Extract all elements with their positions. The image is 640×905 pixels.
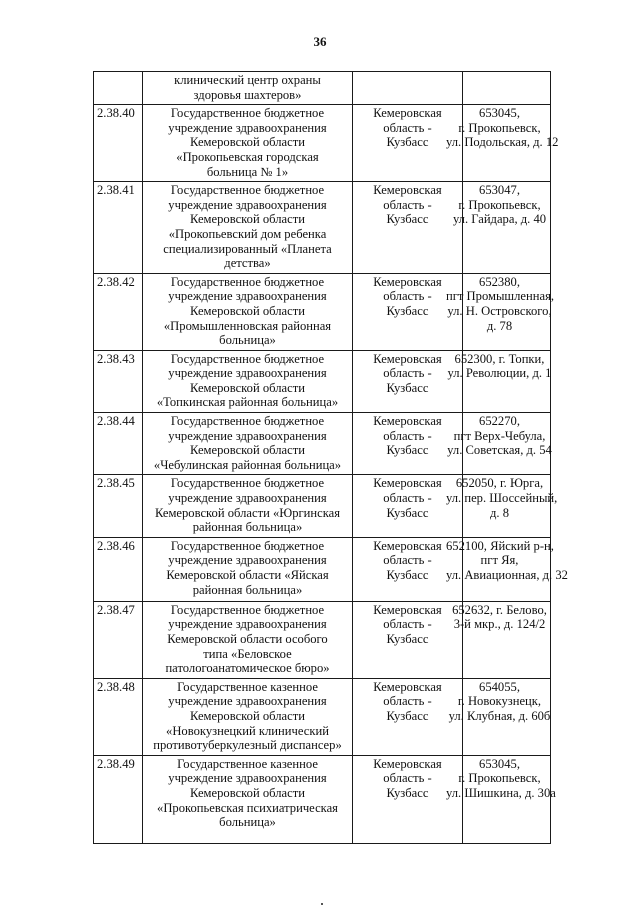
institution-name-line: учреждение здравоохранения	[168, 617, 327, 632]
table-row	[94, 601, 551, 678]
region-line: Кемеровская	[373, 538, 442, 553]
region-line: Кузбасс	[386, 135, 429, 150]
region-line: Кемеровская	[373, 106, 442, 121]
address-line: пгт Верх-Чебула,	[453, 428, 546, 443]
institution-name-line: «Новокузнецкий клинический	[166, 723, 329, 738]
institution-name-cell	[143, 350, 353, 412]
institution-name-line: учреждение здравоохранения	[168, 694, 327, 709]
institution-name-line: клинический центр охраны	[174, 73, 321, 87]
address-line: пгт Яя,	[480, 553, 519, 568]
row-number: 2.38.46	[94, 537, 143, 601]
region-cell	[353, 72, 463, 105]
address-cell	[446, 105, 559, 182]
address-cell	[446, 537, 568, 601]
address-line: г. Новокузнецк,	[457, 694, 542, 709]
table-row	[94, 182, 551, 274]
region-line: Кемеровская	[373, 414, 442, 429]
row-number: 2.38.40	[94, 105, 143, 182]
institution-name-line: учреждение здравоохранения	[168, 197, 327, 212]
institution-name-line: «Прокопьевский дом ребенка	[168, 226, 327, 241]
region-line: область -	[383, 491, 432, 506]
address-line: ул. Гайдара, д. 40	[452, 212, 547, 227]
institution-name-line: Кемеровской области	[190, 785, 305, 800]
institution-name-cell	[143, 475, 353, 537]
institution-name-line: Кемеровской области	[190, 212, 305, 227]
region-line: область -	[383, 617, 432, 632]
region-line: Кемеровская	[373, 679, 442, 694]
address-line: ул. пер. Шоссейный,	[446, 491, 558, 506]
address-line: д. 8	[489, 505, 509, 520]
institution-name-line: учреждение здравоохранения	[168, 366, 327, 381]
institution-name-cell	[143, 413, 353, 475]
institution-name-line: больница»	[219, 815, 276, 830]
institution-name-line: «Прокопьевская психиатрическая	[157, 800, 338, 815]
institution-name-line: Кемеровской области	[190, 303, 305, 318]
institution-name-cell	[143, 678, 353, 755]
address-line: г. Прокопьевск,	[458, 120, 541, 135]
institution-name-line: Государственное бюджетное	[170, 538, 325, 553]
address-cell	[447, 413, 552, 475]
institution-name-line: «Чебулинская районная больница»	[153, 457, 342, 472]
institution-name-line: Государственное бюджетное	[170, 351, 325, 366]
address-line: 652380,	[479, 274, 520, 289]
institution-name-line: Кемеровской области	[190, 709, 305, 723]
address-line: ул. Клубная, д. 60б	[448, 709, 551, 723]
table-row	[94, 755, 551, 843]
region-line: Кузбасс	[386, 505, 429, 520]
institution-name-line: Кемеровской области «Юргинская	[154, 505, 341, 520]
institution-name-line: детства»	[224, 256, 271, 271]
row-number: 2.38.49	[94, 755, 143, 843]
region-line: Кузбасс	[386, 709, 429, 723]
institution-name-cell	[143, 755, 353, 843]
row-number: 2.38.44	[94, 413, 143, 475]
address-line: 652300, г. Топки,	[454, 351, 545, 366]
address-line: г. Прокопьевск,	[458, 771, 541, 786]
institution-name-cell	[143, 182, 353, 274]
institution-name-line: Государственное бюджетное	[170, 414, 325, 429]
institution-name-line: Государственное бюджетное	[170, 274, 325, 289]
region-line: Кемеровская	[373, 274, 442, 289]
address-line: д. 78	[486, 318, 513, 333]
address-line: г. Прокопьевск,	[458, 197, 541, 212]
institution-name-line: учреждение здравоохранения	[168, 491, 327, 506]
institution-name-line: Кемеровской области особого	[167, 632, 328, 646]
region-line: Кузбасс	[386, 380, 429, 395]
institution-name-line: районная больница»	[192, 520, 303, 535]
address-line: 652100, Яйский р-н,	[446, 538, 554, 553]
institutions-table	[93, 71, 568, 844]
institution-name-line: учреждение здравоохранения	[168, 771, 327, 786]
region-line: область -	[383, 366, 432, 381]
region-line: область -	[383, 197, 432, 212]
address-cell	[452, 601, 551, 678]
institution-name-cell	[143, 537, 353, 601]
region-line: Кузбасс	[386, 443, 429, 458]
region-line: область -	[383, 771, 432, 786]
institution-name-line: «Прокопьевская городская	[176, 149, 319, 164]
institution-name-line: Кемеровской области	[190, 135, 305, 150]
address-line: ул. Шишкина, д. 30а	[446, 785, 556, 800]
institution-name-line: «Топкинская районная больница»	[156, 395, 339, 410]
address-line: ул. Подольская, д. 12	[446, 135, 559, 150]
row-number: 2.38.42	[94, 273, 143, 350]
region-line: Кузбасс	[386, 212, 429, 227]
region-line: Кемеровская	[373, 351, 442, 366]
region-line: Кемеровская	[373, 602, 442, 617]
table-row	[94, 678, 551, 755]
region-line: Кемеровская	[373, 183, 442, 198]
region-line: Кузбасс	[386, 568, 429, 582]
address-line: 652632, г. Белово,	[452, 602, 547, 617]
address-line: 653045,	[479, 106, 520, 121]
institution-name-cell	[143, 105, 353, 182]
institution-name-line: Государственное бюджетное	[170, 106, 325, 121]
region-line: область -	[383, 428, 432, 443]
region-line: Кузбасс	[386, 785, 429, 800]
institution-name-line: Государственное бюджетное	[170, 183, 325, 198]
address-line: 653045,	[479, 756, 520, 771]
institution-name-line: районная больница»	[192, 582, 303, 597]
institution-name-line: «Промышленновская районная	[163, 318, 332, 333]
region-line: область -	[383, 553, 432, 568]
institution-name-line: Государственное казенное	[177, 756, 318, 771]
address-cell	[448, 678, 551, 755]
institution-name-cell	[143, 273, 353, 350]
row-number: 2.38.41	[94, 182, 143, 274]
address-line: 653047,	[479, 183, 520, 198]
row-number: 2.38.48	[94, 678, 143, 755]
address-cell	[446, 755, 556, 843]
address-line: 652050, г. Юрга,	[455, 476, 544, 491]
institution-name-line: учреждение здравоохранения	[168, 120, 327, 135]
institution-name-line: патологоанатомическое бюро»	[165, 661, 330, 676]
row-number	[94, 72, 143, 105]
row-number: 2.38.45	[94, 475, 143, 537]
address-line: 654055,	[479, 679, 520, 694]
institution-name-line: Государственное бюджетное	[170, 476, 325, 491]
region-line: область -	[383, 120, 432, 135]
institution-name-line: учреждение здравоохранения	[168, 289, 327, 304]
institution-name-line: больница № 1»	[206, 164, 289, 179]
address-cell	[446, 475, 558, 537]
table-row	[94, 72, 551, 105]
region-line: Кемеровская	[373, 756, 442, 771]
table-row	[94, 350, 551, 412]
region-line: область -	[383, 289, 432, 304]
address-line: ул. Революции, д. 1	[447, 366, 552, 381]
institution-name-line: Кемеровской области «Яйская	[166, 568, 329, 582]
address-line: 3-й мкр., д. 124/2	[453, 617, 546, 632]
address-cell	[452, 182, 551, 274]
institution-name-line: типа «Беловское	[203, 646, 292, 661]
page-number: 36	[313, 34, 327, 49]
address-cell	[463, 72, 551, 105]
institution-name-line: Государственное бюджетное	[170, 602, 325, 617]
address-cell	[447, 350, 552, 412]
institution-name-line: здоровья шахтеров»	[193, 87, 302, 102]
table-row	[94, 273, 551, 350]
table-row	[94, 413, 551, 475]
institution-name-cell	[143, 601, 353, 678]
region-line: Кузбасс	[386, 632, 429, 646]
address-line: ул. Авиационная, д. 32	[446, 568, 568, 582]
address-line: пгт Промышленная,	[446, 289, 555, 304]
region-line: область -	[383, 694, 432, 709]
address-line: ул. Советская, д. 54	[447, 443, 552, 458]
address-line: ул. Н. Островского,	[447, 303, 552, 318]
institution-name-line: больница»	[219, 333, 276, 348]
institution-name-line: противотуберкулезный диспансер»	[153, 738, 342, 753]
institution-name-line: учреждение здравоохранения	[168, 428, 327, 443]
institution-name-line: специализированный «Планета	[163, 241, 332, 256]
address-line: 652270,	[479, 414, 520, 429]
institution-name-line: Кемеровской области	[190, 443, 305, 458]
region-line: Кемеровская	[373, 476, 442, 491]
institutions-table-body	[94, 72, 568, 844]
region-line: Кузбасс	[386, 303, 429, 318]
table-row	[94, 105, 551, 182]
institution-name-line: Государственное казенное	[177, 679, 318, 694]
table-row	[94, 475, 551, 537]
institution-name-line: учреждение здравоохранения	[168, 553, 327, 568]
institution-name-cell	[143, 72, 353, 105]
row-number: 2.38.47	[94, 601, 143, 678]
table-row	[94, 537, 551, 601]
institution-name-line: Кемеровской области	[190, 380, 305, 395]
row-number: 2.38.43	[94, 350, 143, 412]
address-cell	[446, 273, 555, 350]
